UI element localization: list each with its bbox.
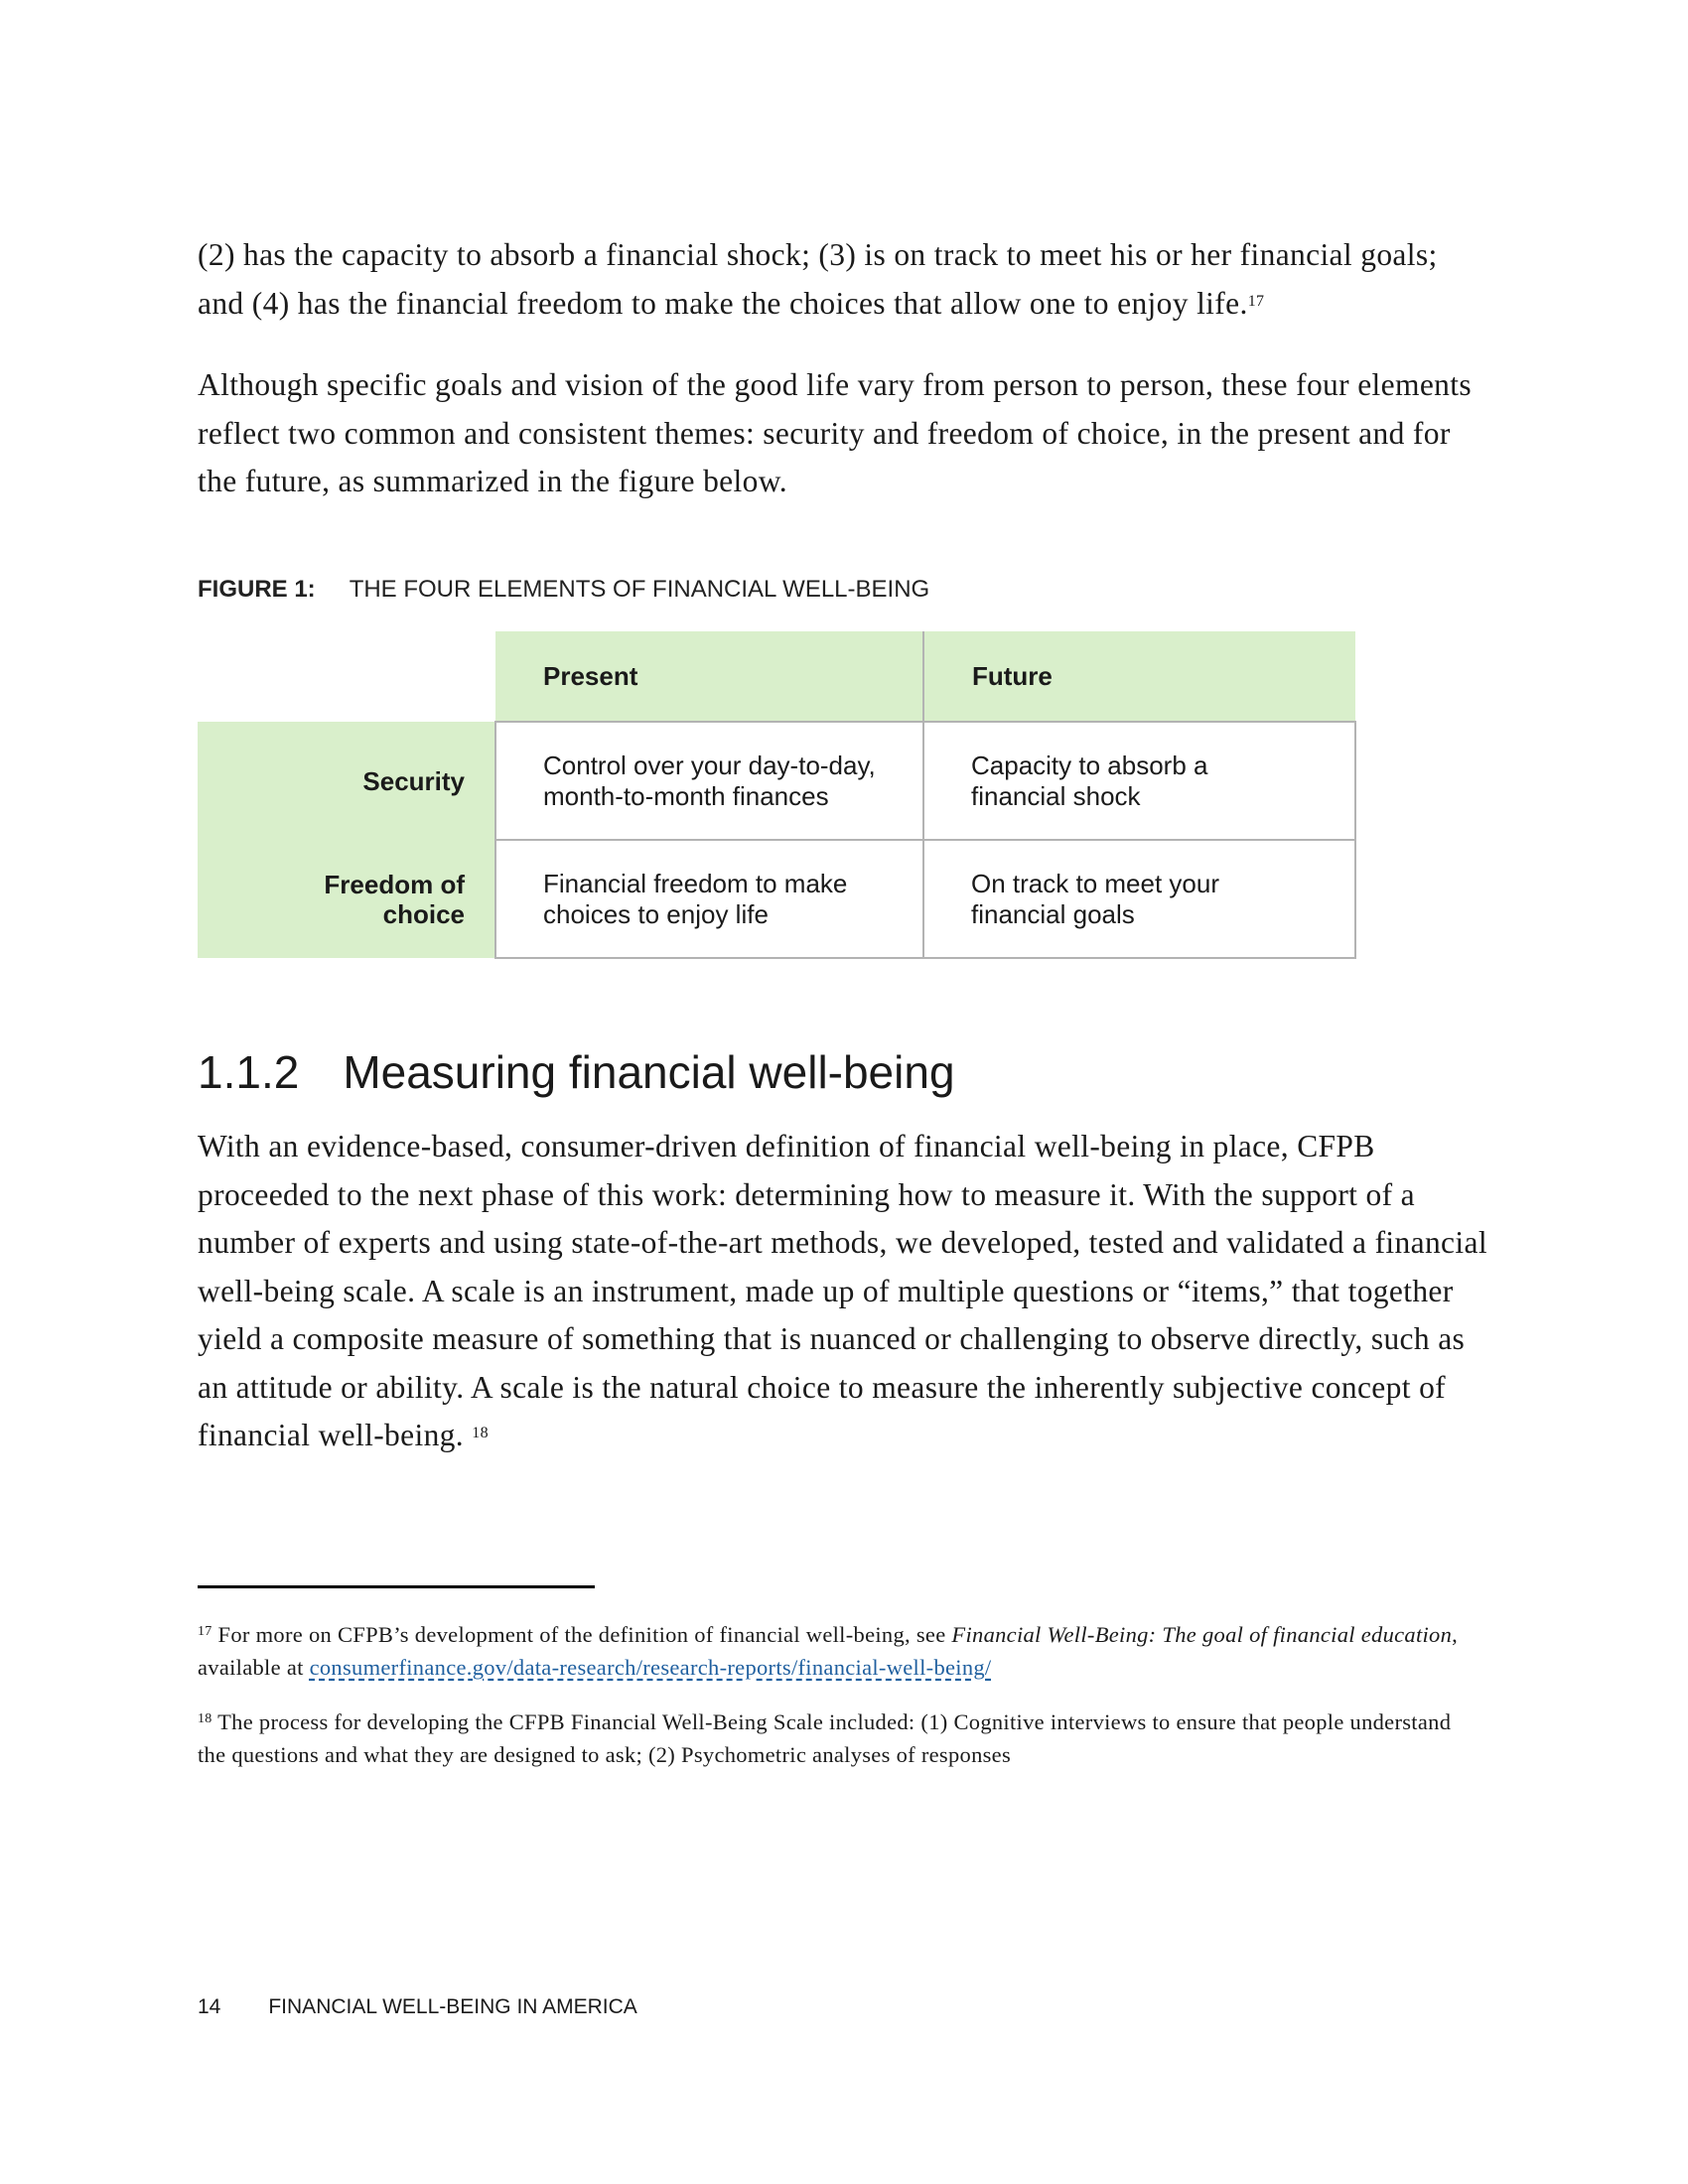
footnote-ref-17[interactable]: 17 xyxy=(1247,292,1265,310)
footnote-text: The process for developing the CFPB Financial Well-Being Scale included: (1) Cognitive interviews to ensure that people understand the questions and what they are designed to ask; (2) Psychometric analyses of responses xyxy=(198,1709,1452,1767)
footnote-18 xyxy=(198,1706,1478,1771)
row-header-freedom-of-choice xyxy=(198,840,495,958)
row-header-line: Freedom of xyxy=(324,869,465,899)
body-paragraph-1 xyxy=(198,231,1488,328)
figure-label: FIGURE 1: xyxy=(198,576,316,603)
footnote-text: For more on CFPB’s development of the definition of financial well-being, see xyxy=(211,1622,952,1647)
cell-freedom-future xyxy=(923,840,1355,958)
footnote-citation-title: Financial Well-Being: The goal of financial education xyxy=(951,1622,1453,1647)
section-heading xyxy=(198,1045,955,1099)
body-paragraph-3 xyxy=(198,1123,1488,1460)
row-header-security: Security xyxy=(198,722,495,840)
financial-wellbeing-table xyxy=(198,631,1356,959)
row-header-line: choice xyxy=(382,898,465,929)
cell-security-future xyxy=(923,722,1355,840)
column-header-present: Present xyxy=(495,631,923,722)
footnote-number: 17 xyxy=(198,1624,212,1639)
cell-line: choices to enjoy life xyxy=(543,898,769,929)
footnote-text: , available at xyxy=(198,1622,1459,1680)
cell-line: financial goals xyxy=(971,898,1135,929)
page-number: 14 xyxy=(198,1995,221,2018)
footnote-divider xyxy=(198,1585,595,1588)
table-header-row xyxy=(198,631,1355,722)
cell-line: Control over your day-to-day, xyxy=(543,750,876,780)
table-row-freedom xyxy=(198,840,1355,958)
footnote-link[interactable]: consumerfinance.gov/data-research/research-reports/financial-well-being/ xyxy=(309,1655,992,1680)
cell-freedom-present xyxy=(495,840,923,958)
document-title: FINANCIAL WELL-BEING IN AMERICA xyxy=(268,1995,637,2018)
footnote-17 xyxy=(198,1618,1478,1684)
table-row-security xyxy=(198,722,1355,840)
cell-security-present xyxy=(495,722,923,840)
paragraph-text: With an evidence-based, consumer-driven definition of financial well-being in place, CFPB proceeded to the next phase of this work: determining how to measure it. With the support of a number of experts and using state-of-the-art methods, we developed, tested and validated a financial well-being scale. A scale is an instrument, made up of multiple questions or “items,” that together yield a composite measure of something that is nuanced or challenging to observe directly, such as an attitude or ability. A scale is the natural choice to measure the inherently subjective concept of financial well-being. xyxy=(198,1129,1487,1452)
cell-line: Financial freedom to make xyxy=(543,868,848,898)
cell-line: Capacity to absorb a xyxy=(971,750,1208,780)
section-number: 1.1.2 xyxy=(198,1046,300,1098)
figure-title: THE FOUR ELEMENTS OF FINANCIAL WELL-BEING xyxy=(349,576,930,603)
paragraph-text: (2) has the capacity to absorb a financial shock; (3) is on track to meet his or her financial goals; and (4) has the financial freedom to make the choices that allow one to enjoy life. xyxy=(198,237,1438,321)
cell-line: financial shock xyxy=(971,780,1141,811)
column-header-future: Future xyxy=(923,631,1355,722)
page-footer xyxy=(198,1995,637,2019)
cell-line: month-to-month finances xyxy=(543,780,829,811)
figure-caption xyxy=(198,576,929,604)
footnote-ref-18[interactable]: 18 xyxy=(472,1425,489,1441)
body-paragraph-2: Although specific goals and vision of the good life vary from person to person, these four elements reflect two common and consistent themes: security and freedom of choice, in the present and for the future, as summarized in the figure below. xyxy=(198,367,1472,498)
section-title: Measuring financial well-being xyxy=(343,1046,955,1098)
footnote-number: 18 xyxy=(198,1711,212,1726)
table-corner-blank xyxy=(198,631,495,722)
cell-line: On track to meet your xyxy=(971,868,1219,898)
